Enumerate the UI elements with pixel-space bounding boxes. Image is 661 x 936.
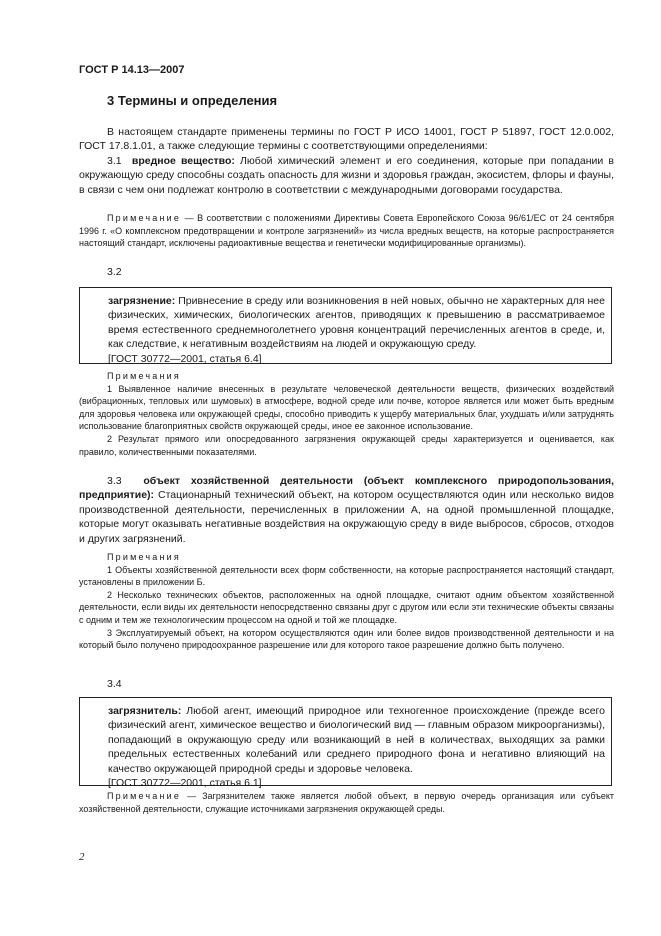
term-3-1-note-paragraph (79, 212, 614, 250)
term-3-2-reference: [ГОСТ 30772—2001, статья 6.4] (108, 352, 262, 365)
term-3-2-paragraph (108, 294, 605, 352)
standard-header: ГОСТ Р 14.13—2007 (79, 64, 185, 76)
intro-text: В настоящем стандарте применены термины по ГОСТ Р ИСО 14001, ГОСТ Р 51897, ГОСТ 12.0.002, ГОСТ 17.8.1.01, а также следующие термины с соответствующими определениями: (79, 126, 614, 153)
term-3-1-number: 3.1 (107, 155, 122, 167)
term-3-2-notes (79, 370, 614, 458)
term-3-3-title: объект хозяйственной деятельности (объект комплексного природопользования, предприятие): (79, 475, 614, 502)
term-3-3-definition: Стационарный технический объект, на котором осуществляются один или несколько видов производственной деятельности, перечисленных в приложении А, на одной промышленной площадке, которые могут оказывать негативные воздействия на окружающую среду в виде выбросов, сбросов, отходов и других загрязнений. (79, 489, 614, 545)
term-3-4-number: 3.4 (107, 678, 122, 690)
term-3-1-note (79, 212, 614, 250)
term-3-3-note-2: 2 Несколько технических объектов, расположенных на одной площадке, считают одним объектом хозяйственной деятельности, если виды их деятельности непосредственно связаны друг с другом или если эти технические объекты связаны с одним и тем же технологическим процессом на одной и той же площадке. (79, 589, 614, 625)
term-3-4-reference: [ГОСТ 30772—2001, статья 6.1] (108, 777, 262, 790)
term-3-2-number: 3.2 (107, 266, 122, 278)
term-3-2-title: загрязнение: (108, 295, 176, 307)
term-3-4-definition: Любой агент, имеющий природное или техногенное происхождение (прежде всего физический агент, химическое вещество и биологический вид — главным образом микроорганизмы), попадающий в окружающую среду или возникающий в ней в количествах, выходящих за рамки предельных естественных колебаний или среднего природного фона и негативно влияющий на качество окружающей природной среды и здоровье человека. (108, 705, 605, 775)
term-3-3-note-3: 3 Эксплуатируемый объект, на котором осуществляются один или более видов производственной деятельности и на который было получено природоохранное разрешение или для которого такое разрешение должно быть получено. (79, 627, 614, 651)
term-3-4-note (79, 790, 614, 815)
term-3-2-note-1: 1 Выявленное наличие внесенных в результате человеческой деятельности веществ, физических воздействий (вибрационных, тепловых или шумовых) в атмосфере, водной среде или почве, которое является или может быть вредным для здоровья человека или окружающей среды, способно приводить к ущербу материальных благ, ухудшать и/или затруднять использование благоприятных свойств окружающей среды, иное ее законное использование. (79, 383, 614, 432)
term-3-1 (79, 154, 614, 197)
term-3-4-note-paragraph (79, 790, 614, 815)
section-title: 3 Термины и определения (107, 93, 278, 108)
term-3-1-definition: Любой химический элемент и его соединения, которые при попадании в окружающую среду способны создать опасность для жизни и здоровья граждан, экосистем, флоры и фауны, в связи с чем они подлежат контролю в соответствии с международными договорами государства. (79, 155, 614, 196)
term-3-4-paragraph (108, 704, 605, 776)
notes-label: Примечания (107, 371, 181, 381)
term-3-1-paragraph (79, 154, 614, 197)
page-number: 2 (79, 851, 85, 863)
term-3-4-title: загрязнитель: (108, 705, 182, 717)
term-3-3-note-1: 1 Объекты хозяйственной деятельности всех форм собственности, на которые распространяется настоящий стандарт, установлены в приложении Б. (79, 564, 614, 588)
note-label: Примечание (107, 213, 182, 223)
term-3-4-box (79, 697, 612, 790)
term-3-2-note-2: 2 Результат прямого или опосредованного загрязнения окружающей среды характеризуется и оценивается, как правило, количественными показателями. (79, 433, 614, 457)
term-3-3 (79, 474, 614, 546)
term-3-2-definition: Привнесение в среду или возникновения в ней новых, обычно не характерных для нее физических, химических, биологических агентов, приводящих к превышению в рассматриваемое время естественного среднемноголетнего уровня концентраций перечисленных агентов в среде, и, как следствие, к негативным воздействиям на людей и окружающую среду. (108, 295, 605, 351)
term-3-3-notes (79, 551, 614, 652)
term-3-1-title: вредное вещество: (131, 155, 235, 167)
notes-label: Примечания (107, 552, 181, 562)
term-3-1-note-text: — В соответствии с положениями Директивы Совета Европейского Союза 96/61/ЕС от 24 сентября 1996 г. «О комплексном предотвращении и контроле загрязнений» из числа вредных веществ, на которые распространяется настоящий стандарт, исключены радиоактивные вещества и генетически модифицированные организмы). (79, 213, 614, 249)
term-3-3-paragraph (79, 474, 614, 546)
term-3-2-box (79, 287, 612, 364)
intro-paragraph (79, 125, 614, 154)
term-3-3-number: 3.3 (107, 475, 122, 487)
note-label: Примечание (107, 791, 182, 801)
term-3-4-note-text: — Загрязнителем также является любой объект, в первую очередь организация или субъект хозяйственной деятельности, служащие источниками загрязнения окружающей среды. (79, 791, 614, 814)
